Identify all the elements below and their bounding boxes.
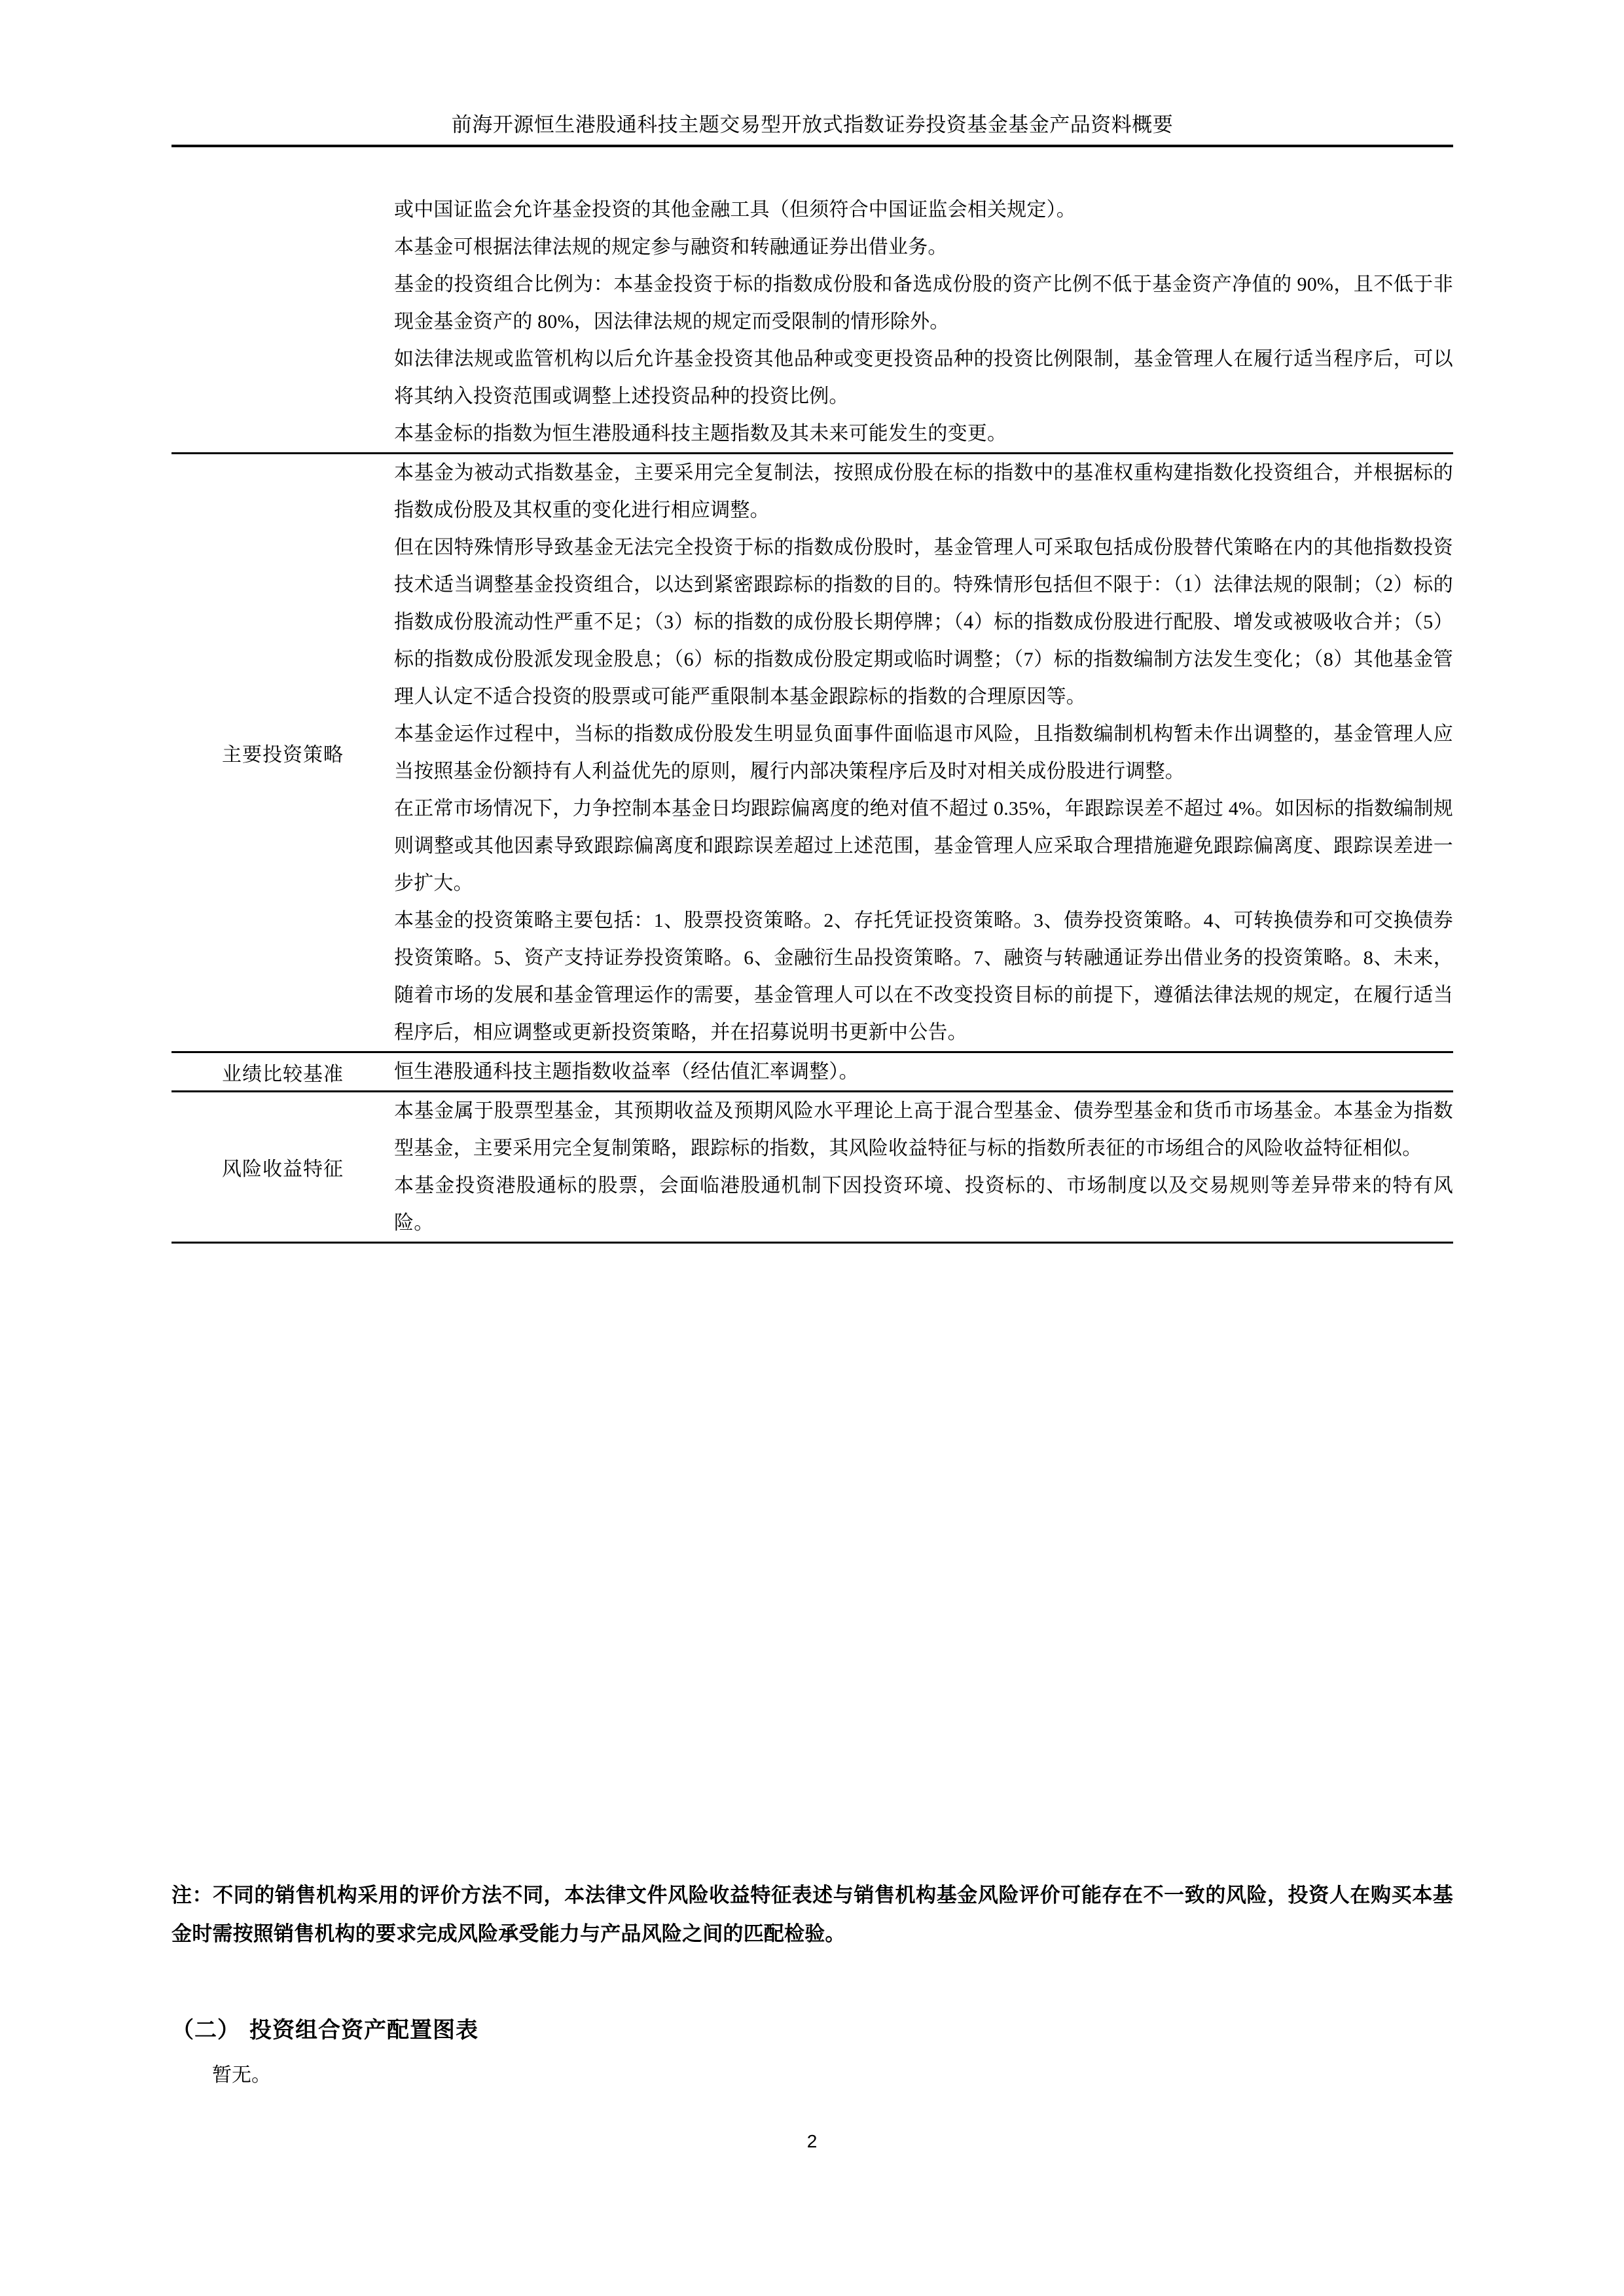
paragraph: 本基金投资港股通标的股票，会面临港股通机制下因投资环境、投资标的、市场制度以及交易规则等差异带来的特有风险。 <box>394 1175 1453 1234</box>
row-label-continuation <box>171 191 394 454</box>
running-header <box>171 113 1453 147</box>
row-content-investment-strategy <box>394 454 1453 1052</box>
paragraph: 本基金的投资策略主要包括：1、股票投资策略。2、存托凭证投资策略。3、债券投资策略。4、可转换债券和可交换债券投资策略。5、资产支持证券投资策略。6、金融衍生品投资策略。7、融资与转融通证券出借业务的投资策略。8、未来，随着市场的发展和基金管理运作的需要，基金管理人可以在不改变投资目标的前提下，遵循法律法规的规定，在履行适当程序后，相应调整或更新投资策略，并在招募说明书更新中公告。 <box>394 910 1453 1043</box>
row-content-benchmark <box>394 1052 1453 1092</box>
row-content-risk-return <box>394 1092 1453 1243</box>
risk-note: 注：不同的销售机构采用的评价方法不同，本法律文件风险收益特征表述与销售机构基金风险评价可能存在不一致的风险，投资人在购买本基金时需按照销售机构的要求完成风险承受能力与产品风险之间的匹配检验。 <box>171 1884 1453 1945</box>
fund-info-table <box>171 191 1453 1244</box>
row-label-risk-return: 风险收益特征 <box>171 1092 394 1243</box>
paragraph: 本基金运作过程中，当标的指数成份股发生明显负面事件面临退市风险，且指数编制机构暂未作出调整的，基金管理人应当按照基金份额持有人利益优先的原则，履行内部决策程序后及时对相关成份股进行调整。 <box>394 723 1453 782</box>
header-divider <box>171 145 1453 147</box>
table-row <box>171 191 1453 454</box>
page-number: 2 <box>806 2131 818 2151</box>
row-label-investment-strategy: 主要投资策略 <box>171 454 394 1052</box>
table-row <box>171 1092 1453 1243</box>
paragraph: 本基金属于股票型基金，其预期收益及预期风险水平理论上高于混合型基金、债券型基金和货币市场基金。本基金为指数型基金，主要采用完全复制策略，跟踪标的指数，其风险收益特征与标的指数所表征的市场组合的风险收益特征相似。 <box>394 1100 1453 1159</box>
paragraph: 如法律法规或监管机构以后允许基金投资其他品种或变更投资品种的投资比例限制，基金管理人在履行适当程序后，可以将其纳入投资范围或调整上述投资品种的投资比例。 <box>394 348 1453 407</box>
paragraph: 基金的投资组合比例为：本基金投资于标的指数成份股和备选成份股的资产比例不低于基金资产净值的 90%，且不低于非现金基金资产的 80%，因法律法规的规定而受限制的情形除外。 <box>394 274 1453 332</box>
paragraph: 但在因特殊情形导致基金无法完全投资于标的指数成份股时，基金管理人可采取包括成份股替代策略在内的其他指数投资技术适当调整基金投资组合，以达到紧密跟踪标的指数的目的。特殊情形包括但不限于：（1）法律法规的限制；（2）标的指数成份股流动性严重不足；（3）标的指数的成份股长期停牌；（4）标的指数成份股进行配股、增发或被吸收合并；（5）标的指数成份股派发现金股息；（6）标的指数成份股定期或临时调整；（7）标的指数编制方法发生变化；（8）其他基金管理人认定不适合投资的股票或可能严重限制本基金跟踪标的指数的合理原因等。 <box>394 537 1453 708</box>
table-row <box>171 1052 1453 1092</box>
paragraph: 本基金为被动式指数基金，主要采用完全复制法，按照成份股在标的指数中的基准权重构建指数化投资组合，并根据标的指数成份股及其权重的变化进行相应调整。 <box>394 462 1453 521</box>
section-heading <box>171 2012 1453 2044</box>
row-content-continuation <box>394 191 1453 454</box>
table-row <box>171 454 1453 1052</box>
fund-info-table-body <box>171 191 1453 1243</box>
header-title: 前海开源恒生港股通科技主题交易型开放式指数证券投资基金基金产品资料概要 <box>451 113 1174 136</box>
paragraph: 本基金可根据法律法规的规定参与融资和转融通证券出借业务。 <box>394 236 948 258</box>
paragraph: 恒生港股通科技主题指数收益率（经估值汇率调整）。 <box>394 1061 859 1083</box>
section-title: 投资组合资产配置图表 <box>249 2018 478 2043</box>
section-body: 暂无。 <box>212 2064 271 2086</box>
paragraph: 本基金标的指数为恒生港股通科技主题指数及其未来可能发生的变更。 <box>394 423 1007 444</box>
row-label-benchmark: 业绩比较基准 <box>171 1052 394 1092</box>
paragraph: 在正常市场情况下，力争控制本基金日均跟踪偏离度的绝对值不超过 0.35%，年跟踪误差不超过 4%。如因标的指数编制规则调整或其他因素导致跟踪偏离度和跟踪误差超过上述范围，基金管理人应采取合理措施避免跟踪偏离度、跟踪误差进一步扩大。 <box>394 798 1453 894</box>
section-number: （二） <box>171 2018 240 2043</box>
paragraph: 或中国证监会允许基金投资的其他金融工具（但须符合中国证监会相关规定）。 <box>394 199 1076 221</box>
